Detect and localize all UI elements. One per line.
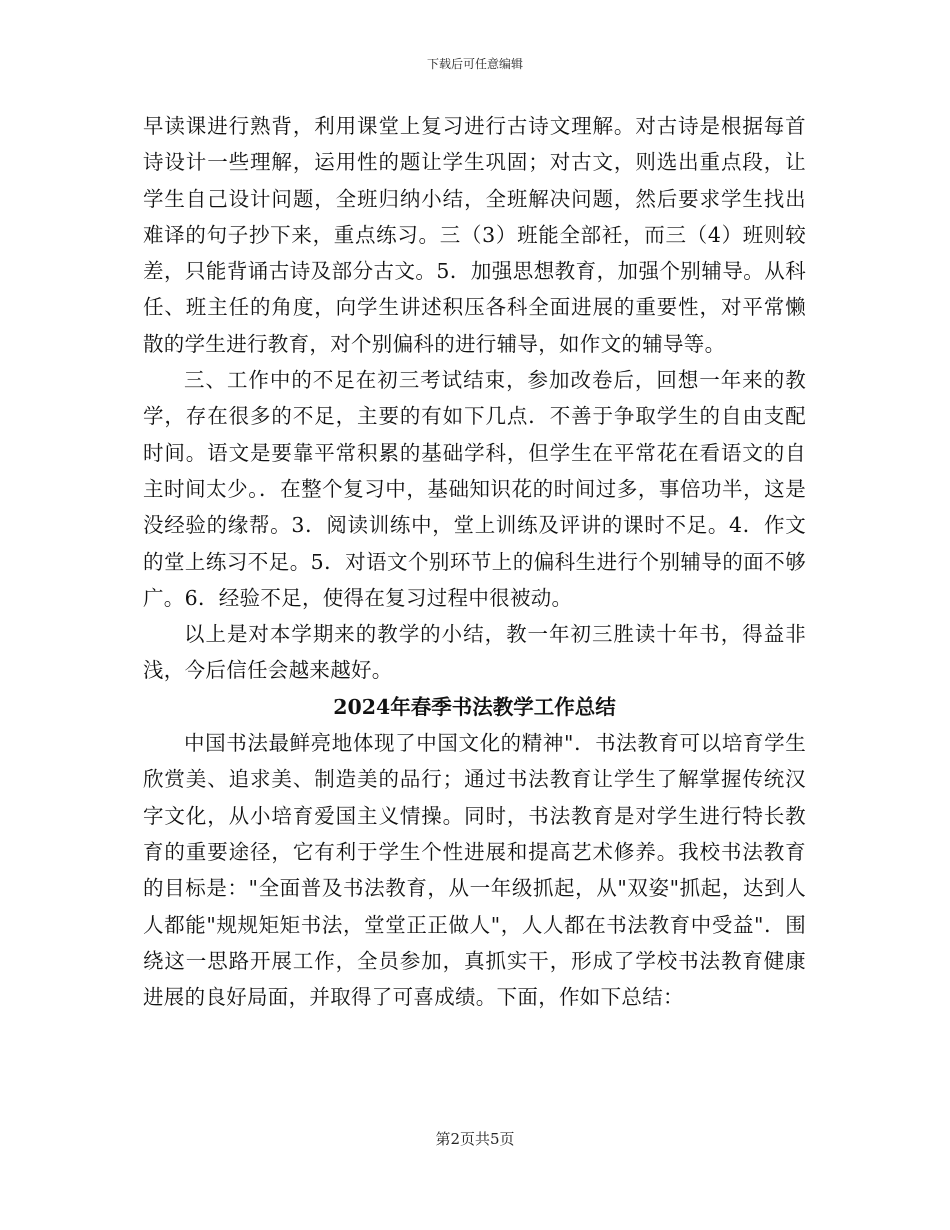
- paragraph-calligraphy-intro: 中国书法最鲜亮地体现了中国文化的精神"．书法教育可以培育学生欣赏美、追求美、制造美的品行；通过书法教育让学生了解掌握传统汉字文化，从小培育爱国主义情操。同时，书法教育是对学生进行特长教育的重要途径，它有利于学生个性进展和提高艺术修养。我校书法教育的目标是："全面普及书法教育，从一年级抓起，从"双姿"抓起，达到人人都能"规规矩矩书法，堂堂正正做人"，人人都在书法教育中受益"．围绕这一思路开展工作，全员参加，真抓实干，形成了学校书法教育健康进展的良好局面，并取得了可喜成绩。下面，作如下总结：: [143, 731, 806, 1010]
- section-title: 2024年春季书法教学工作总结: [333, 694, 616, 719]
- page-header: 下载后可任意编辑: [426, 57, 523, 71]
- page-number: 第2页共5页: [435, 1130, 515, 1148]
- document-body: [143, 108, 806, 1015]
- paragraph-shortcomings: 三、工作中的不足在初三考试结束，参加改卷后，回想一年来的教学，存在很多的不足，主要的有如下几点．不善于争取学生的自由支配时间。语文是要靠平常积累的基础学科，但学生在平常花在看语文的自主时间太少。．在整个复习中，基础知识花的时间过多，事倍功半，这是没经验的缘帮。3．阅读训练中，堂上训练及评讲的课时不足。4．作文的堂上练习不足。5．对语文个别环节上的偏科生进行个别辅导的面不够广。6．经验不足，使得在复习过程中很被动。: [143, 368, 806, 610]
- paragraph-summary: 以上是对本学期来的教学的小结，教一年初三胜读十年书，得益非浅，今后信任会越来越好。: [143, 622, 806, 683]
- paragraph-review-methods: 早读课进行熟背，利用课堂上复习进行古诗文理解。对古诗是根据每首诗设计一些理解，运用性的题让学生巩固；对古文，则选出重点段，让学生自己设计问题，全班归纳小结，全班解决问题，然后要求学生找出难译的句子抄下来，重点练习。三（3）班能全部衽，而三（4）班则较差，只能背诵古诗及部分古文。5．加强思想教育，加强个别辅导。从科任、班主任的角度，向学生讲述积压各科全面进展的重要性，对平常懒散的学生进行教育，对个别偏科的进行辅导，如作文的辅导等。: [143, 114, 806, 356]
